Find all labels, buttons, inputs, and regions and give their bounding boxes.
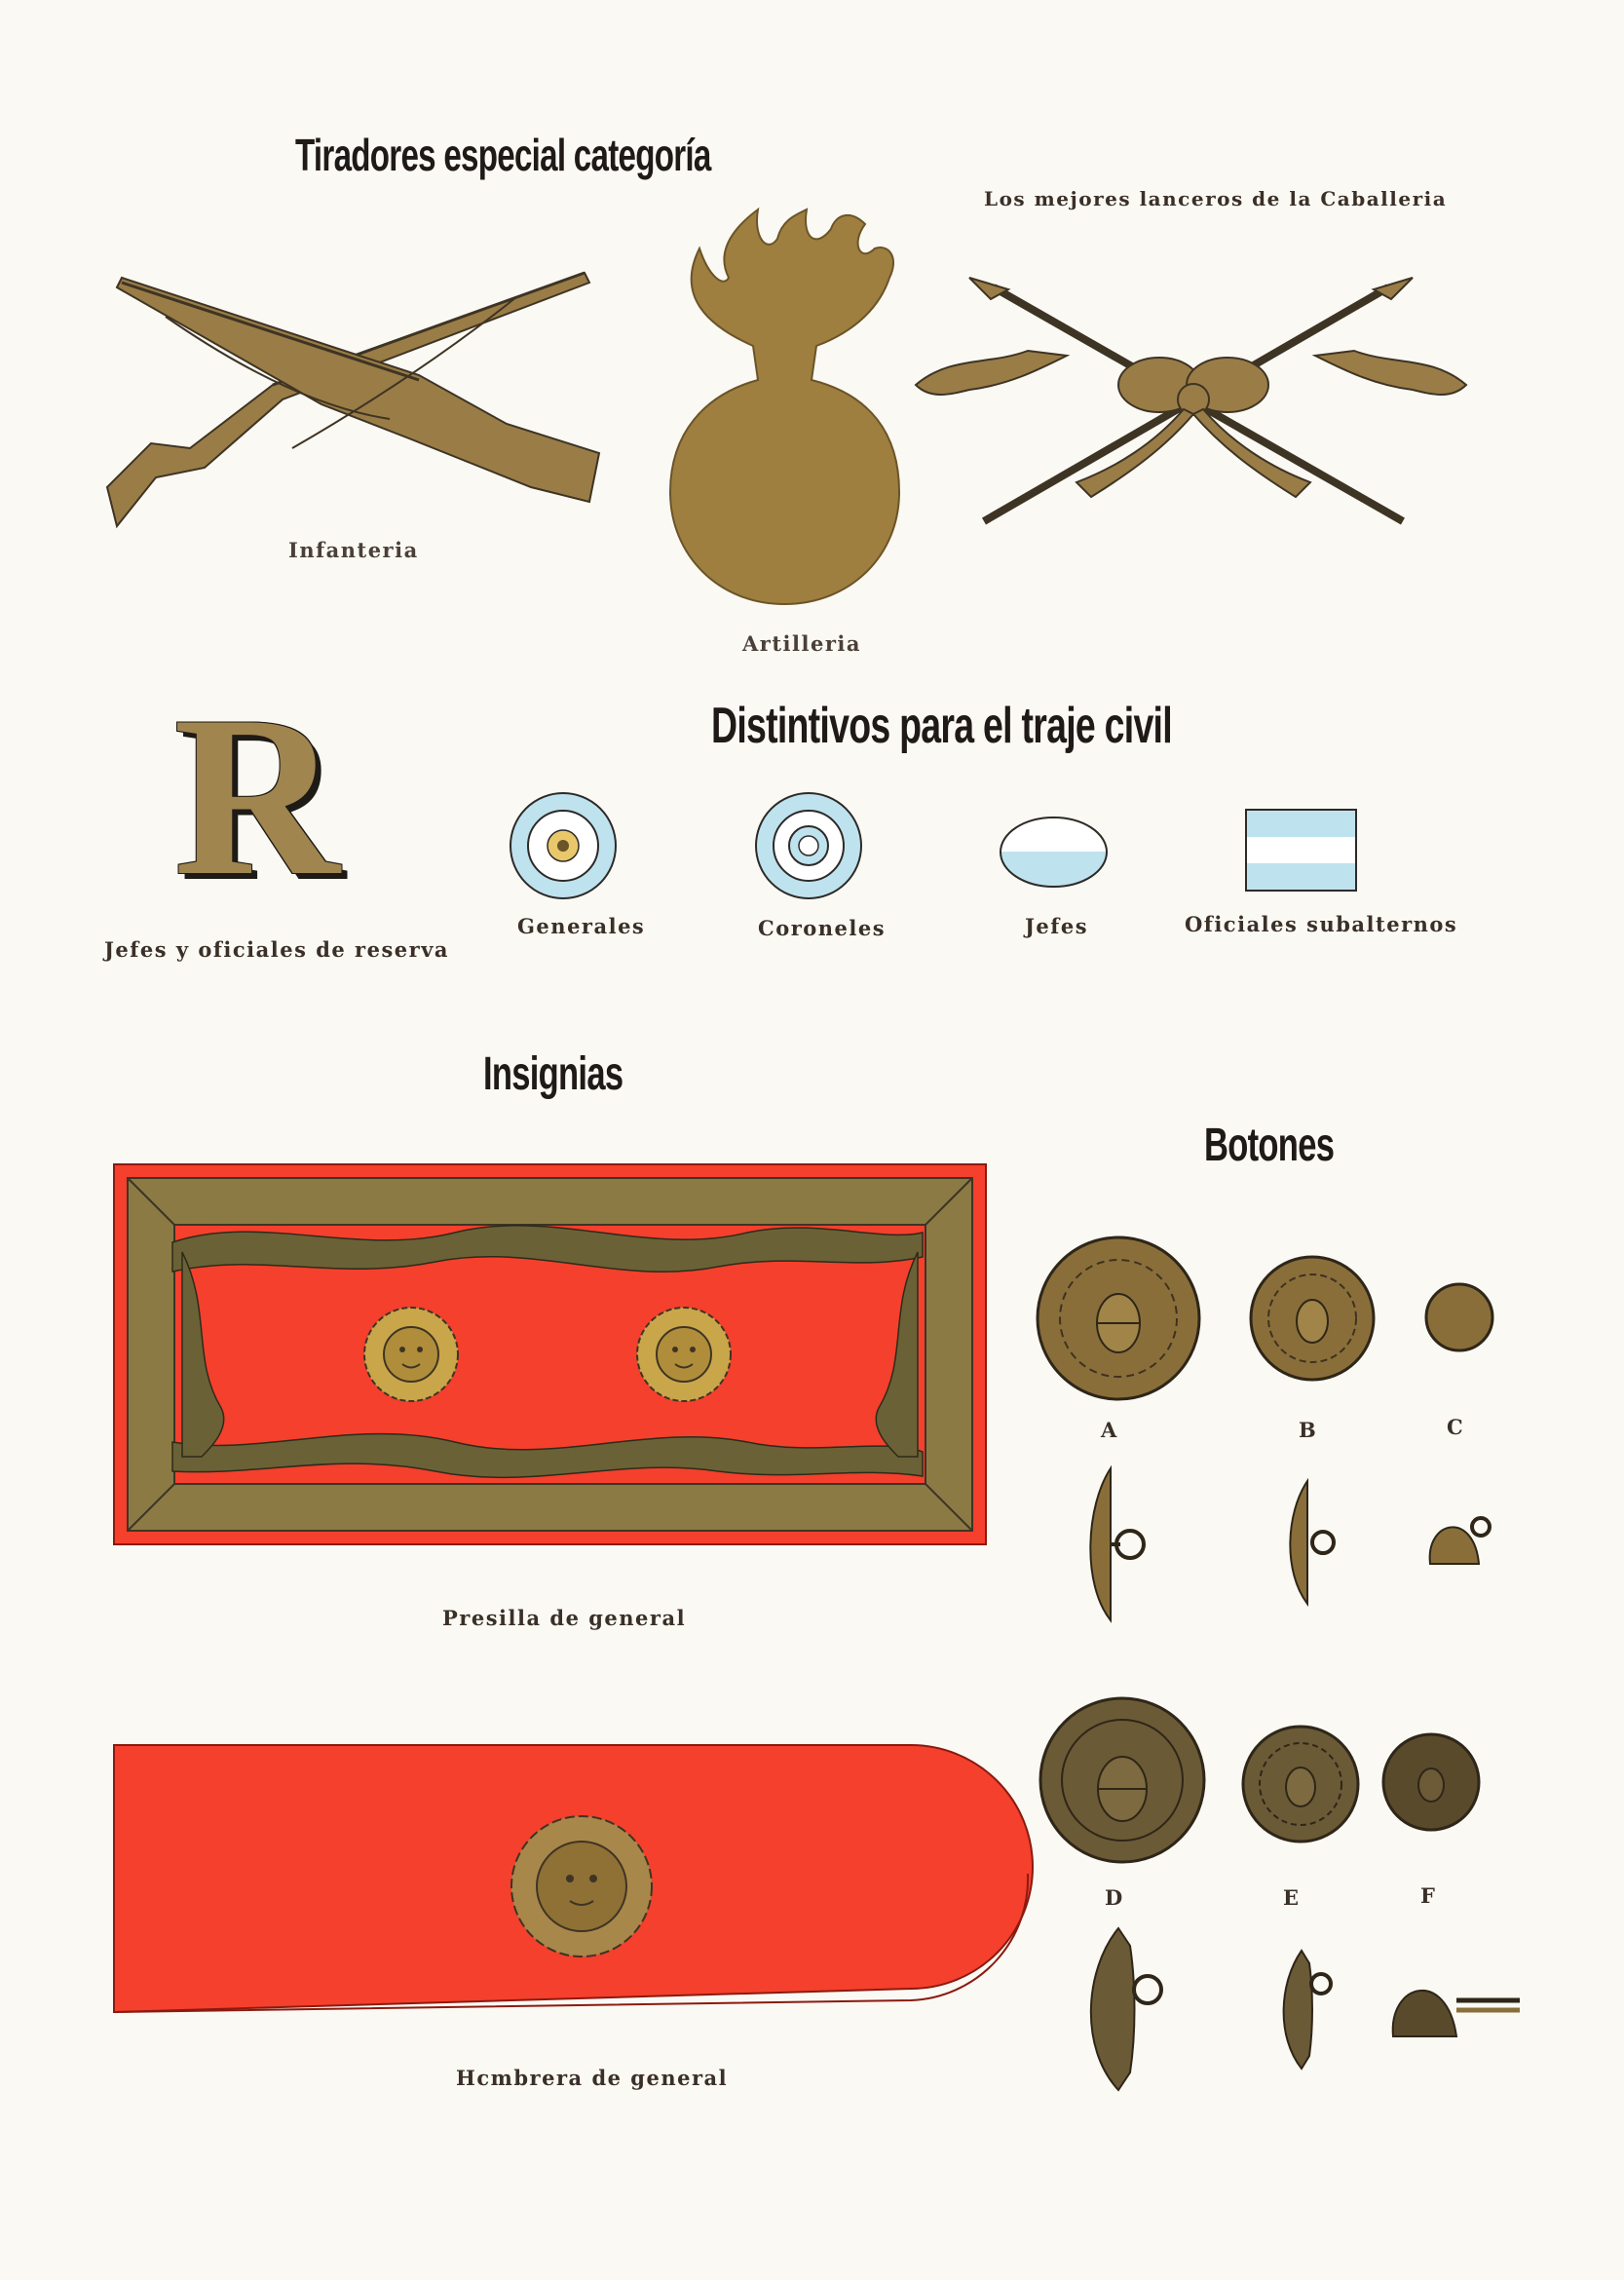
button-c-side: [1420, 1496, 1498, 1583]
button-letter-c: C: [1447, 1415, 1465, 1439]
badge-label-oficiales-subalternos: Oficiales subalternos: [1185, 912, 1458, 936]
button-f-side: [1388, 1954, 1525, 2046]
button-e-side: [1274, 1949, 1342, 2071]
button-e-front: [1241, 1725, 1360, 1843]
button-f-front: [1381, 1732, 1481, 1832]
caballeria-caption: Los mejores lanceros de la Caballeria: [984, 187, 1448, 210]
hombrera-caption: Hcmbrera de general: [456, 2066, 729, 2090]
artilleria-caption: Artilleria: [742, 631, 861, 656]
hombrera-de-general: [112, 1737, 1033, 2020]
button-letter-a: A: [1101, 1418, 1118, 1442]
button-a-front: [1036, 1235, 1201, 1401]
distintivos-title: Distintivos para el traje civil: [711, 698, 1172, 754]
button-letter-f: F: [1420, 1883, 1437, 1908]
crossed-rifles-emblem: [97, 258, 604, 531]
button-a-side: [1076, 1466, 1154, 1622]
grenade-emblem: [670, 209, 899, 604]
button-b-side: [1278, 1479, 1346, 1606]
button-d-front: [1039, 1696, 1206, 1864]
sun-emblem-right: [637, 1308, 731, 1401]
jefes-badge: [999, 816, 1109, 889]
button-b-front: [1249, 1255, 1376, 1382]
button-letter-d: D: [1105, 1885, 1124, 1910]
botones-title: Botones: [1204, 1120, 1335, 1171]
badge-label-jefes: Jefes: [1025, 914, 1089, 938]
button-c-front: [1424, 1282, 1494, 1352]
coroneles-badge: [754, 791, 863, 900]
reserva-r-emblem: R: [173, 669, 340, 924]
crossed-lances-emblem: [911, 278, 1471, 531]
oficiales-subalternos-badge: [1245, 809, 1357, 892]
infanteria-caption: Infanteria: [288, 538, 419, 562]
tiradores-title: Tiradores especial categoría: [295, 130, 711, 180]
button-letter-e: E: [1283, 1885, 1301, 1910]
presilla-de-general: [114, 1164, 986, 1544]
insignias-title: Insignias: [483, 1048, 623, 1100]
sun-emblem: [511, 1816, 652, 1957]
button-letter-b: B: [1299, 1418, 1318, 1442]
badge-label-coroneles: Coroneles: [758, 916, 887, 940]
button-d-side: [1079, 1926, 1172, 2092]
generales-badge: [509, 791, 618, 900]
badge-label-generales: Generales: [517, 914, 646, 938]
presilla-caption: Presilla de general: [442, 1606, 687, 1630]
reserva-caption: Jefes y oficiales de reserva: [104, 937, 450, 962]
sun-emblem-left: [364, 1308, 458, 1401]
